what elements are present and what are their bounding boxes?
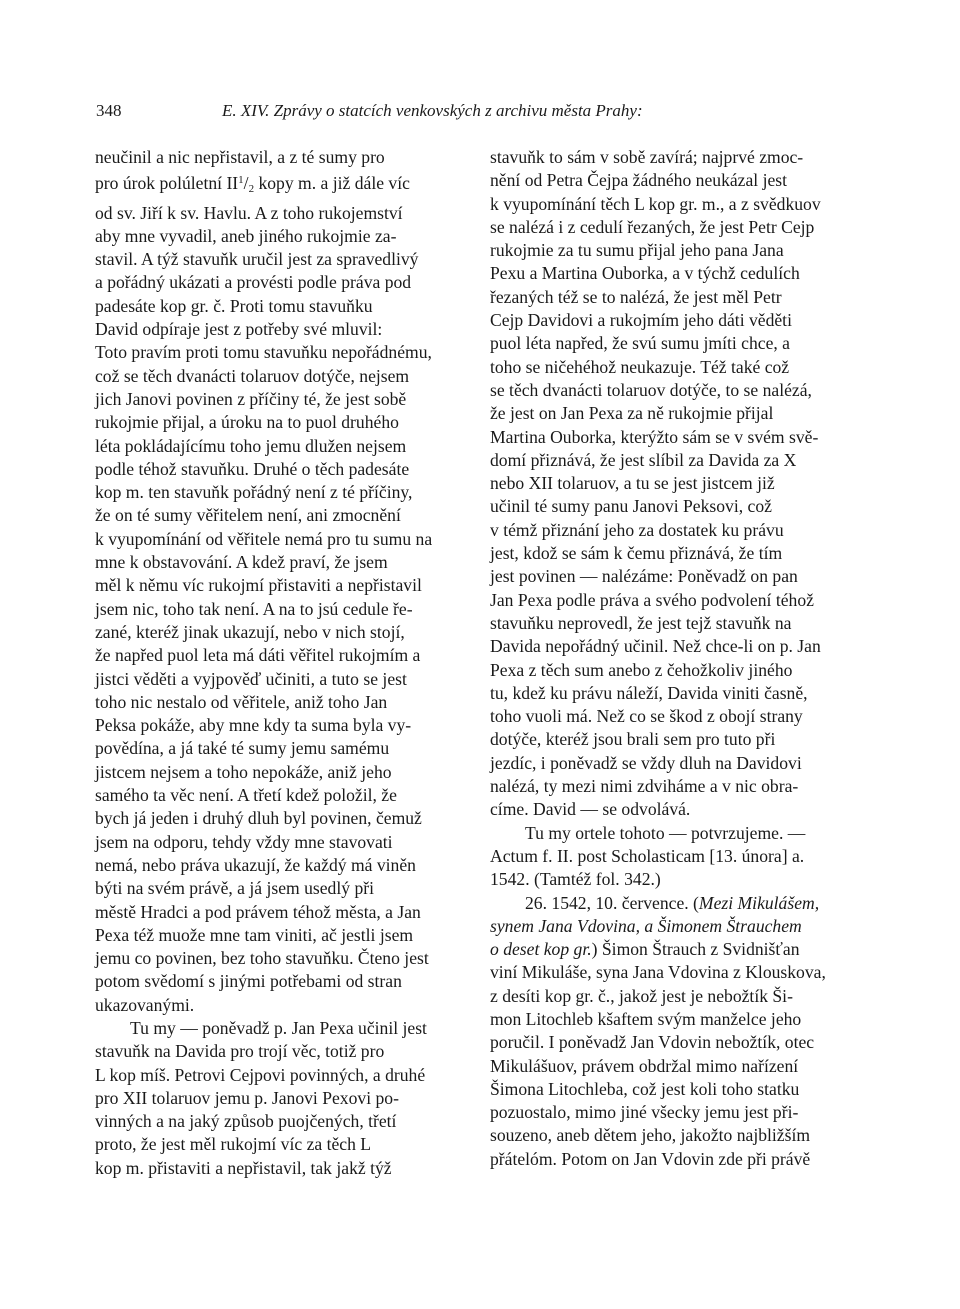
text-line: jemu co povinen, bez toho stavuňku. Čteno jest (95, 948, 429, 969)
text-line: Toto pravím proti tomu stavuňku nepořádnému, (95, 342, 432, 363)
text-line: toho vuoli má. Než co se škod z obojí strany (490, 706, 803, 727)
text-line: zané, kteréž jinak ukazují, nebo v nich stojí, (95, 621, 405, 642)
text-line: jistci věděti a vyjpověď učiniti, a tuto se jest (95, 668, 407, 689)
text-line: rukojmie přijal, a úroku na to puol druhého (95, 412, 399, 433)
page-number: 348 (96, 101, 122, 120)
paragraph-verdict-argument (95, 146, 468, 1017)
paragraph-judgment (95, 1017, 468, 1180)
text-line: kop m. ten stavuňk pořádný není z té příčiny, (95, 482, 413, 503)
text-line: viní Mikuláše, syna Jana Vdovina z Klouskova, (490, 962, 826, 983)
text-line: k vyupomínání od věřitele nemá pro tu sumu na (95, 528, 433, 549)
text-line: samého ta věc není. A třetí kdež položil, že (95, 785, 397, 806)
text-line: Pexa z těch sum anebo z čehožkoliv jiného (490, 659, 793, 680)
text-line: 1542. (Tamtéž fol. 342.) (490, 869, 661, 890)
text-line: stavuňk na Davida pro trojí věc, totiž pro (95, 1041, 385, 1062)
text-line: David odpíraje jest z potřeby své mluvil: (95, 319, 383, 340)
text-line: nebo XII tolaruov, a tu se jest jistcem již (490, 473, 775, 494)
text-line: pro XII tolaruov jemu p. Janovi Pexovi po- (95, 1087, 399, 1108)
text-line: od sv. Jiří k sv. Havlu. A z toho rukojemství (95, 202, 403, 223)
text-line: Peksa pokáže, aby mne kdy ta suma byla vy- (95, 715, 412, 736)
text-line: což se těch dvanácti tolaruov dotýče, nejsem (95, 365, 410, 386)
text-line: Cejp Davidovi a rukojmím jeho dáti věděti (490, 310, 792, 331)
text-line: řezaných též se to nalézá, že jest měl Petr (490, 286, 782, 307)
text-line: Tu my ortele tohoto — potvrzujeme. — (525, 822, 806, 843)
text-line: Šimona Litochleba, což jest koli toho statku (490, 1078, 800, 1099)
text-line: 26. 1542, 10. července. (Mezi Mikulášem, (525, 892, 820, 913)
text-line: nění od Petra Čejpa žádného neukázal jest (490, 170, 788, 191)
text-line: a pořádný ukázati a provésti podle práva pod (95, 272, 412, 293)
text-line: potom svědomí s jinými potřebami od stran (95, 971, 402, 992)
text-line: vinných a na jaký způsob puojčených, třetí (95, 1111, 397, 1132)
text-line: podle téhož stavuňku. Druhé o těch padesáte (95, 458, 410, 479)
paragraph-case-26 (490, 892, 863, 1172)
text-line: toho nic nestalo od věřitele, aniž toho Jan (95, 691, 388, 712)
text-line: proto, že jest měl rukojmí víc za těch L (95, 1134, 372, 1155)
text-line: nalézá, ty mezi nimi zdviháme a v nic obra- (490, 776, 799, 797)
text-line: rukojmie za tu sumu přijal jeho pana Jana (490, 240, 784, 261)
text-line: léta pokládajícímu toho jemu dlužen nejsem (95, 435, 407, 456)
text-line: jsem nic, toho tak není. A na to jsú cedule ře- (95, 598, 413, 619)
text-line: kop m. přistaviti a nepřistavil, tak jakž týž (95, 1157, 392, 1178)
text-line: címe. David — se odvolává. (490, 799, 691, 820)
text-line: souzeno, aneb dětem jeho, jakožto najbližším (490, 1125, 811, 1146)
text-line: bych já jeden i druhý dluh byl povinen, čemuž (95, 808, 422, 829)
text-line: v témž přiznání jeho za dostatek ku právu (490, 519, 784, 540)
text-line: býti na svém právě, a já jsem usedlý při (95, 878, 374, 899)
text-line: poručil. I poněvadž Jan Vdovin nebožtík, otec (490, 1032, 815, 1053)
text-line: ukazovanými. (95, 994, 195, 1015)
text-line: stavuňk to sám v sobě zavírá; najprvé zmoc- (490, 147, 804, 167)
running-title: E. XIV. Zprávy o statcích venkovských z archivu města Prahy: (222, 101, 643, 120)
text-line: k vyupomínání těch L kop gr. m., a z svědkuov (490, 193, 821, 214)
text-line: mne k obstavování. A kdež praví, že jsem (95, 552, 388, 573)
left-column (95, 146, 468, 1180)
right-column (490, 146, 863, 1171)
running-header (96, 96, 874, 126)
text-line: stavil. A týž stavuňk uručil jest za spravedlivý (95, 249, 419, 270)
text-line: Davida nepořádný učinil. Než chce-li on p. Jan (490, 636, 821, 657)
text-line: domí přiznává, že jest slíbil za Davida za X (490, 449, 797, 470)
paragraph-judgment-continued (490, 146, 863, 822)
text-line: dotýče, kteréž jsou brali sem pro tuto při (490, 729, 776, 750)
text-line: Pexu a Martina Ouborka, a v týchž cedulích (490, 263, 800, 284)
text-line: Mikulášuov, právem obdržal mimo nařízení (490, 1055, 799, 1076)
text-line: se nalézá i z cedulí řezaných, že jest Petr Cejp (490, 216, 815, 237)
text-line: pro úrok polúletní $II^1/_2$ kopy m. a již dále víc (95, 173, 410, 196)
text-line: toho se ničehéhož neukazuje. Též také což (490, 356, 790, 377)
text-line: pozuostalo, mimo jiné všecky jemu jest při- (490, 1102, 799, 1123)
text-line: městě Hradci a pod právem téhož města, a Jan (95, 901, 421, 922)
text-line: z desíti kop gr. č., jakož jest je nebožtík Ši- (490, 985, 793, 1006)
text-line: nemá, nebo práva ukazují, že každý má viněn (95, 854, 416, 875)
text-line: jezdíc, i poněvadž se vždy dluh na Davidovi (490, 752, 802, 773)
text-line: aby mne vyvadil, aneb jiného rukojmie za- (95, 225, 397, 246)
text-line: jich Janovi povinen z příčiny té, že jest sobě (95, 388, 407, 409)
text-line: Martina Ouborka, kterýžto sám se v svém svě- (490, 426, 819, 447)
text-line: puol léta napřed, že svú sumu jmíti chce, a (490, 333, 790, 354)
text-line: Tu my — poněvadž p. Jan Pexa učinil jest (130, 1017, 427, 1038)
text-line: neučinil a nic nepřistavil, a z té sumy pro (95, 147, 385, 167)
text-line: Pexa též muože mne tam viniti, ač jestli jsem (95, 924, 414, 945)
text-line: jistcem nejsem a toho nepokáže, aniž jeho (95, 761, 392, 782)
text-line: že napřed puol leta má dáti věřitel rukojmím a (95, 645, 421, 666)
text-line: Jan Pexa podle práva a svého podvolení téhož (490, 589, 814, 610)
text-line: učinil té sumy panu Janovi Peksovi, což (490, 496, 772, 517)
text-line: Actum f. II. post Scholasticam [13. února] a. (490, 845, 805, 866)
text-line: L kop míš. Petrovi Cejpovi povinných, a druhé (95, 1064, 426, 1085)
text-line: jest povinen — nalézáme: Poněvadž on pan (490, 566, 798, 587)
text-line: tu, kdež ku právu náleží, Davida viniti časně, (490, 682, 808, 703)
text-line: jsem na odporu, tehdy vždy mne stavovati (95, 831, 393, 852)
text-line: synem Jana Vdovina, a Šimonem Štrauchem (490, 915, 802, 936)
text-line: jest, kdož se sám k čemu přiznává, že tím (490, 543, 783, 564)
text-line: o deset kop gr.) Šimon Štrauch z Svidnišťan (490, 939, 800, 960)
text-line: přátelóm. Potom on Jan Vdovin zde při právě (490, 1148, 811, 1169)
text-line: stavuňku neprovedl, že jest tejž stavuňk na (490, 612, 792, 633)
text-line: se těch dvanácti tolaruov dotýče, to se nalézá, (490, 379, 812, 400)
text-line: že on té sumy věřitelem není, ani zmocnění (95, 505, 401, 526)
text-line: padesáte kop gr. č. Proti tomu stavuňku (95, 295, 373, 316)
text-line: mon Litochleb kšaftem svým manželce jeho (490, 1008, 802, 1029)
text-line: měl k němu víc rukojmí přistaviti a nepřistavil (95, 575, 422, 596)
paragraph-confirmation (490, 822, 863, 892)
text-line: povědína, a já také té sumy jemu samému (95, 738, 390, 759)
text-line: že jest on Jan Pexa za ně rukojmie přijal (490, 403, 774, 424)
